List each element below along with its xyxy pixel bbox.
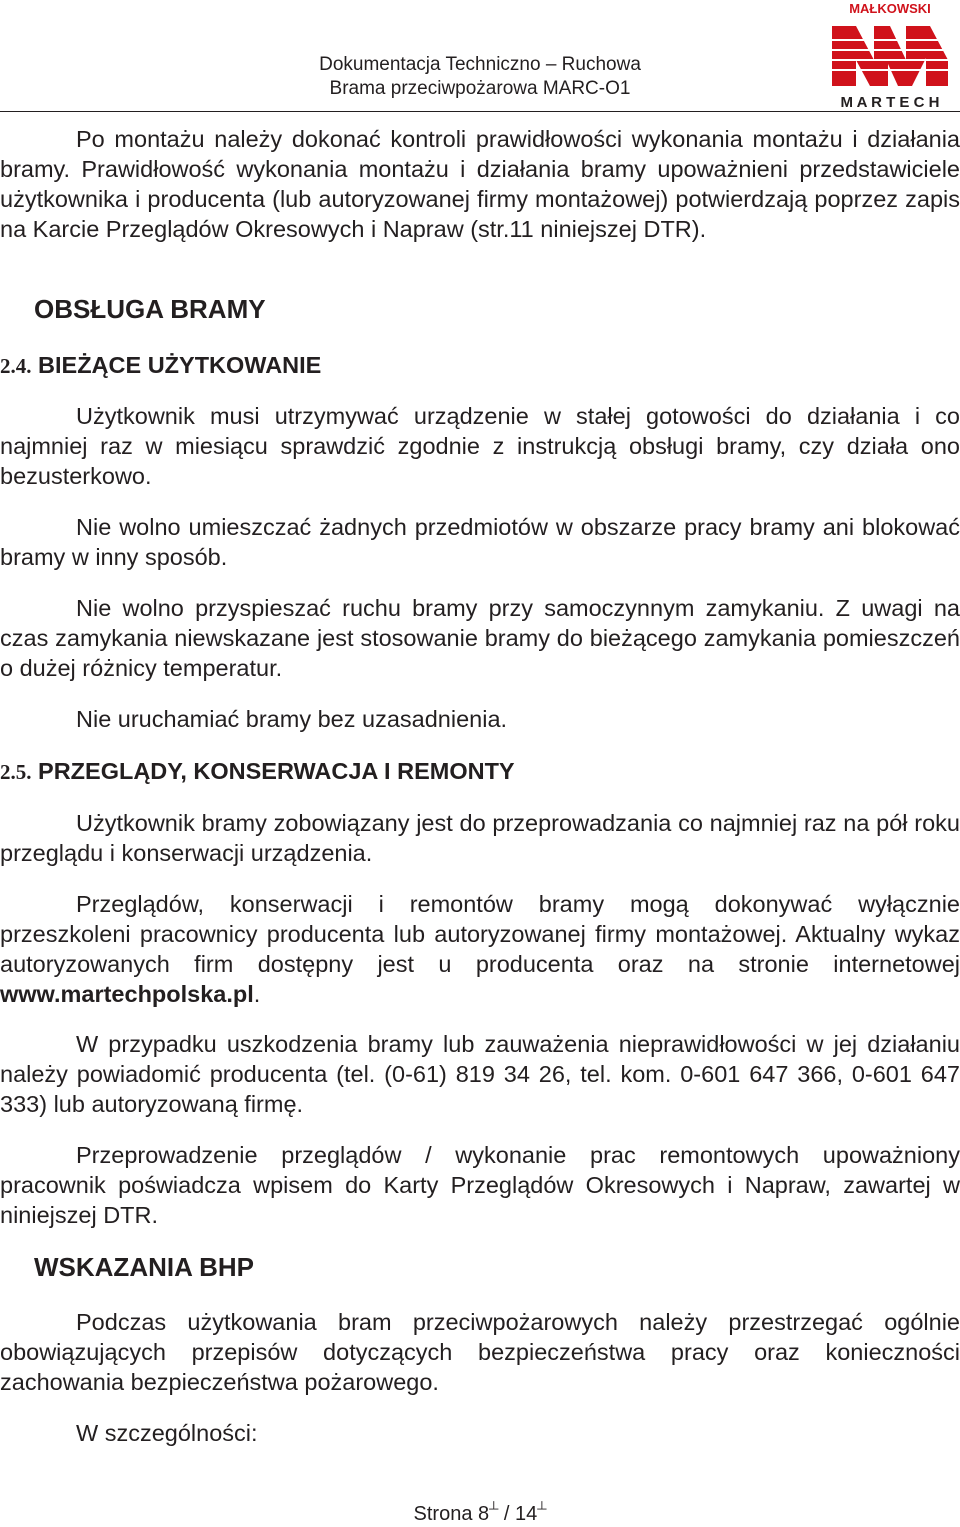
logo-bottom-text: M A R T E C H [840,94,940,111]
website-link[interactable]: www.martechpolska.pl [0,981,254,1007]
logo-top-text: MAŁKOWSKI [849,1,931,16]
paragraph-bhp-2: W szczególności: [76,1420,258,1446]
paragraph-2-4-1: Użytkownik musi utrzymywać urządzenie w stałej gotowości do działania i co najmniej raz w miesiącu sprawdzić zgodnie z instrukcją obsługi bramy, czy działa ono bezusterkowo. [0,403,960,489]
section-title-obsluga: OBSŁUGA BRAMY [34,294,266,324]
paragraph-2-5-1: Użytkownik bramy zobowiązany jest do przeprowadzania co najmniej raz na pół roku przeglądu i konserwacji urządzenia. [0,810,960,866]
paragraph-2-4-2: Nie wolno umieszczać żadnych przedmiotów w obszarze pracy bramy ani blokować bramy w inny sposób. [0,514,960,570]
paragraph-2-4-4: Nie uruchamiać bramy bez uzasadnienia. [76,706,508,732]
subsection-heading-2-4 [0,350,321,381]
page-number [0,1496,960,1527]
paragraph-2-5-2 [0,889,960,1009]
paragraph-2-5-3: W przypadku uszkodzenia bramy lub zauważenia nieprawidłowości w jej działaniu należy powiadomić producenta (tel. (0-61) 819 34 26, tel. kom. 0-601 647 366, 0-601 647 333) lub autoryzowaną firmę. [0,1031,960,1117]
subsection-heading-2-5 [0,756,515,787]
page-mark: ┴ [489,1501,499,1516]
paragraph-2-4-3: Nie wolno przyspieszać ruchu bramy przy samoczynnym zamykaniu. Z uwagi na czas zamykania niewskazane jest stosowanie bramy do bieżącego zamykania pomieszczeń o dużej różnicy temperatur. [0,595,960,681]
paragraph-2-5-4: Przeprowadzenie przeglądów / wykonanie prac remontowych upoważniony pracownik poświadcza wpisem do Karty Przeglądów Okresowych i Napraw, zawartej w niniejszej DTR. [0,1142,960,1228]
martech-logo [826,0,954,112]
page-separator: / 14 [498,1503,538,1525]
subsection-title: BIEŻĄCE UŻYTKOWANIE [38,352,322,378]
page-prefix: Strona 8 [413,1503,490,1525]
subsection-number: 2.4. [0,354,32,378]
paragraph-bhp-1: Podczas użytkowania bram przeciwpożarowych należy przestrzegać ogólnie obowiązujących przepisów dotyczących bezpieczeństwa pracy oraz konieczności zachowania bezpieczeństwa pożarowego. [0,1309,960,1395]
section-title-bhp: WSKAZANIA BHP [34,1252,255,1282]
document-title: Dokumentacja Techniczno – Ruchowa [319,54,641,75]
page-mark: ┴ [537,1501,547,1516]
paragraph-end: . [253,981,261,1007]
document-subtitle: Brama przeciwpożarowa MARC-O1 [329,78,631,99]
subsection-number: 2.5. [0,760,32,784]
subsection-title: PRZEGLĄDY, KONSERWACJA I REMONTY [38,758,515,784]
intro-paragraph: Po montażu należy dokonać kontroli prawidłowości wykonania montażu i działania bramy. Prawidłowość wykonania montażu i działania bramy upoważnieni przedstawiciele użytkownika i producenta (lub autoryzowanej firmy montażowej) potwierdzają poprzez zapis na Karcie Przeglądów Okresowych i Napraw (str.11 niniejszej DTR). [0,126,960,242]
logo-m-mark [832,26,948,86]
header-divider [0,111,960,112]
paragraph-text: Przeglądów, konserwacji i remontów bramy mogą dokonywać wyłącznie przeszkoleni pracownicy producenta lub autoryzowanej firmy montażowej. Aktualny wykaz autoryzowanych firm dostępny jest u producenta oraz na stronie internetowej [0,891,960,977]
